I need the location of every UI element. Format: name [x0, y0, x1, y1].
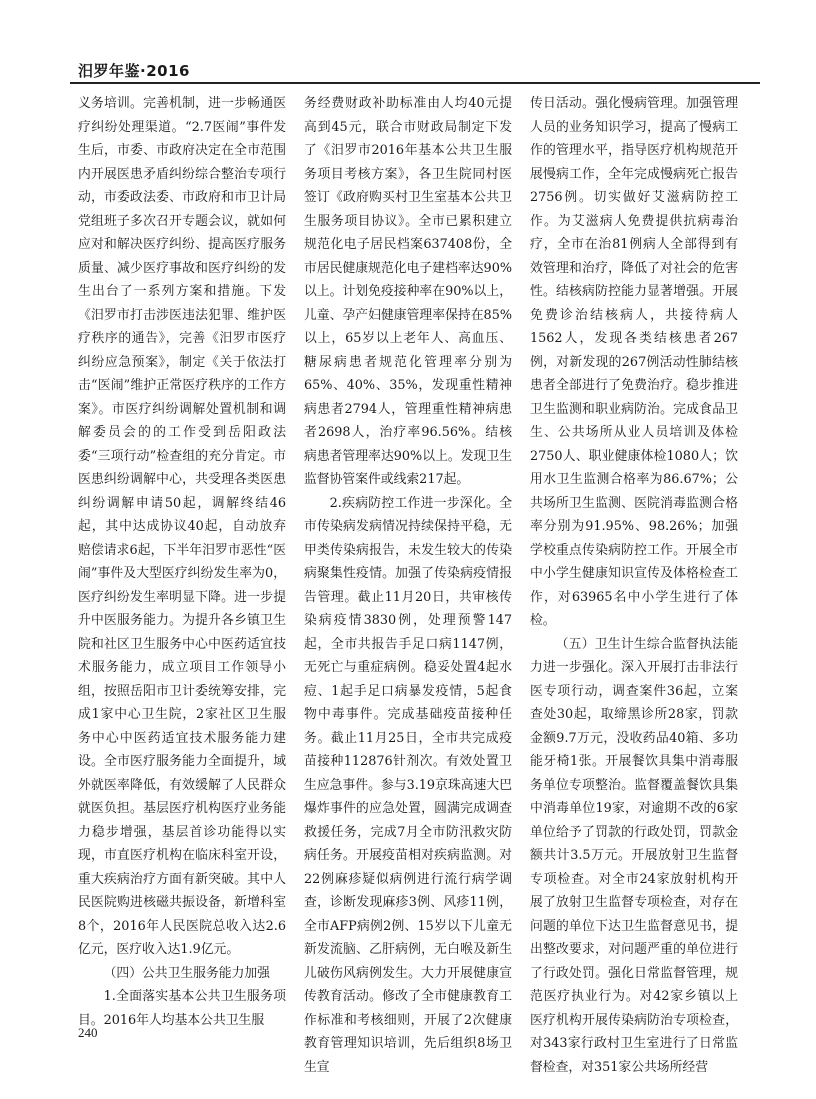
text-column-2 — [304, 92, 512, 1075]
paragraph: 义务培训。完善机制，进一步畅通医疗纠纷处理渠道。“2.7医闹”事件发生后，市委、市政府决定在全市范围内开展医患矛盾纠纷综合整治专项行动，市委政法委、市政府和市卫计局党组班子多次召开专题会议，就如何应对和解决医疗纠纷、提高医疗服务质量、减少医疗事故和医疗纠纷的发生出台了一系列方案和措施。下发《汨罗市打击涉医违法犯罪、维护医疗秩序的通告》，完善《汨罗市医疗纠纷应急预案》，制定《关于依法打击“医闹”维护正常医疗秩序的工作方案》。市医疗纠纷调解处置机制和调解委员会的的工作受到岳阳政法委“三项行动”检查组的充分肯定。市医患纠纷调解中心，共受理各类医患纠纷调解申请50起，调解终结46起，其中达成协议40起，自动放弃赔偿请求6起，下半年汨罗市恶性“医闹”事件及大型医疗纠纷发生率为0，医疗纠纷发生率明显下降。进一步提升中医服务能力。为提升各乡镇卫生院和社区卫生服务中心中医药适宜技术服务能力，成立项目工作领导小组，按照岳阳市卫计委统筹安排，完成1家中心卫生院，2家社区卫生服务中心中医药适宜技术服务能力建设。全市医疗服务能力全面提升，域外就医率降低，有效缓解了人民群众就医负担。基层医疗机构医疗业务能力稳步增强，基层首诊功能得以实现，市直医疗机构在临床科室开设，重大疾病治疗方面有新突破。其中人民医院购进核磁共振设备，新增科室8个，2016年人民医院总收入达2.6亿元，医疗收入达1.9亿元。 — [78, 96, 286, 957]
section-heading: （四）公共卫生服务能力加强 — [103, 965, 270, 981]
paragraph: 传日活动。强化慢病管理。加强管理人员的业务知识学习，提高了慢病工作的管理水平，指导医疗机构规范开展慢病工作，全年完成慢病死亡报告2756例。切实做好艾滋病防控工作。为艾滋病人免费提供抗病毒治疗，全市在治81例病人全部得到有效管理和治疗，降低了对社会的危害性。结核病防控能力显著增强。开展免费诊治结核病人，共接待病人1562人，发现各类结核患者267例，对新发现的267例活动性肺结核患者全部进行了免费治疗。稳步推进卫生监测和职业病防治。完成食品卫生、公共场所从业人员培训及体检2750人、职业健康体检1080人；饮用水卫生监测合格率为86.67%；公共场所卫生监测、医院消毒监测合格率分别为91.95%、98.26%；加强学校重点传染病防控工作。开展全市中小学生健康知识宣传及体格检查工作，对63965名中小学生进行了体检。 — [530, 96, 738, 628]
header-title: 汨罗年鉴·2016 — [78, 62, 190, 80]
paragraph: 1.全面落实基本公共卫生服务项目。2016年人均基本公共卫生服 — [78, 989, 286, 1028]
paragraph: 务经费财政补助标准由人均40元提高到45元，联合市财政局制定下发了《汨罗市2016年基本公共卫生服务项目考核方案》，各卫生院同村医签订《政府购买村卫生室基本公共卫生服务项目协议》。全市已累积建立规范化电子居民档案637408份，全市居民健康规范化电子建档率达90%以上。计划免疫接种率在90%以上，儿童、孕产妇健康管理率保持在85%以上，65岁以上老年人、高血压、糖尿病患者规范化管理率分别为65%、40%、35%，发现重性精神病患者2794人，管理重性精神病患者2698人，治疗率96.56%。结核病患者管理率达90%以上。发现卫生监督协管案件或线索217起。 — [304, 96, 512, 487]
paragraph: 2.疾病防控工作进一步深化。全市传染病发病情况持续保持平稳，无甲类传染病报告，未发生较大的传染病聚集性疫情。加强了传染病疫情报告管理。截止11月20日，共审核传染病疫情3830例，处理预警147起，全市共报告手足口病1147例，无死亡与重症病例。稳妥处置4起水痘、1起手足口病暴发疫情，5起食物中毒事件。完成基础疫苗接种任务。截止11月25日，全市共完成疫苗接种112876针剂次。有效处置卫生应急事件。参与3.19京珠高速大巴爆炸事件的应急处置，圆满完成调查救援任务，完成7月全市防汛救灾防病任务。开展疫苗相对疾病监测。对22例麻疹疑似病例进行流行病学调查，诊断发现麻疹3例、风疹11例，全市AFP病例2例、15岁以下儿童无新发流脑、乙肝病例，无白喉及新生儿破伤风病例发生。大力开展健康宣传教育活动。修改了全市健康教育工作标准和考核细则，开展了2次健康教育管理知识培训，先后组织8场卫生宣 — [304, 495, 512, 1075]
page-number: 240 — [78, 1025, 98, 1040]
text-column-3 — [530, 92, 738, 1075]
paragraph: （五）卫生计生综合监督执法能力进一步强化。深入开展打击非法行医专项行动，调查案件36起，立案查处30起，取缔黑诊所28家，罚款金额9.7万元，没收药品40箱、多功能牙椅1张。开展餐饮具集中消毒服务单位专项整治。监督覆盖餐饮具集中消毒单位19家，对逾期不改的6家单位给予了罚款的行政处罚，罚款金额共计3.5万元。开展放射卫生监督专项检查。对全市24家放射机构开展了放射卫生监督专项检查，对存在问题的单位下达卫生监督意见书，提出整改要求，对问题严重的单位进行了行政处罚。强化日常监督管理，规范医疗执业行为。对42家乡镇以上医疗机构开展传染病防治专项检查，对343家行政村卫生室进行了日常监督检查，对351家公共场所经营 — [530, 636, 738, 1075]
text-column-1 — [78, 92, 286, 1047]
header-rule — [70, 82, 760, 84]
